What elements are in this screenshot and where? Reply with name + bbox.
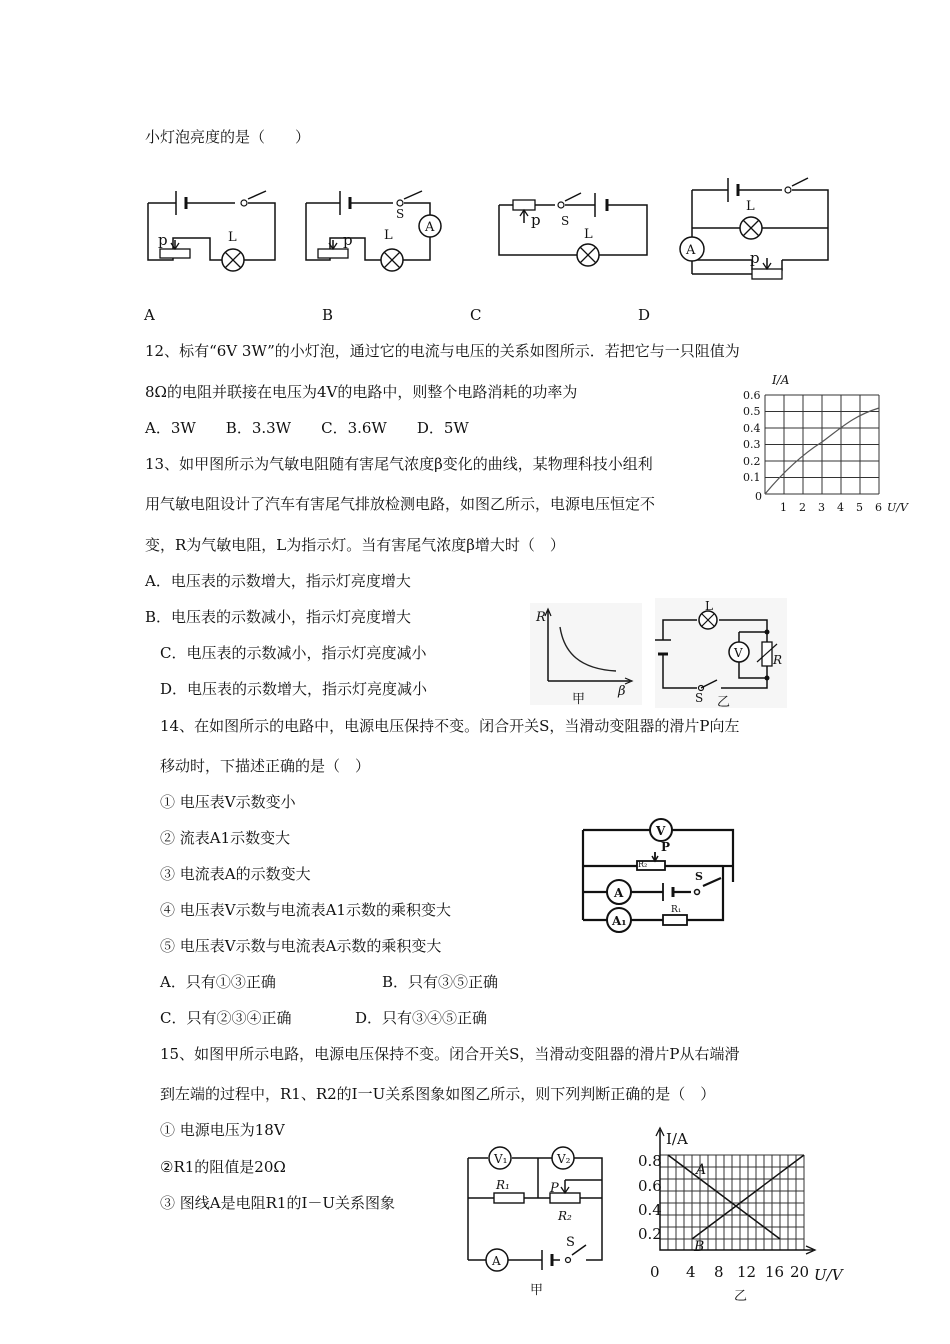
svg-text:L: L (228, 230, 237, 245)
svg-text:0.2: 0.2 (638, 1225, 662, 1243)
q11-stem-tail: 小灯泡亮度的是（ ） (145, 128, 311, 146)
svg-text:0.6: 0.6 (638, 1177, 662, 1195)
q12-options: A．3W B．3.3W C．3.6W D．5W (145, 419, 469, 437)
svg-text:R₁: R₁ (671, 905, 682, 915)
q13-line1: 13、如甲图所示为气敏电阻随有害尾气浓度β变化的曲线，某物理科技小组利 (145, 455, 653, 473)
svg-text:A₁: A₁ (612, 914, 627, 928)
svg-text:B: B (694, 1239, 705, 1255)
svg-text:8: 8 (714, 1263, 724, 1281)
q14-figure (575, 820, 745, 930)
q15-item1: ① 电源电压为18V (160, 1121, 285, 1139)
svg-text:甲: 甲 (530, 1283, 544, 1298)
svg-text:P: P (550, 1181, 559, 1196)
svg-text:L: L (705, 599, 713, 613)
svg-text:A: A (686, 243, 696, 258)
q14-item3: ③ 电流表A的示数变大 (160, 865, 311, 883)
svg-text:20: 20 (790, 1263, 810, 1281)
svg-text:0.5: 0.5 (743, 405, 761, 418)
svg-text:p: p (158, 231, 168, 249)
svg-text:I/A: I/A (666, 1130, 688, 1148)
q14-option-a: A．只有①③正确 (160, 973, 276, 991)
q11-label-b: B (322, 306, 334, 324)
q11-label-a: A (144, 306, 155, 324)
q13-option-b: B．电压表的示数减小，指示灯亮度增大 (145, 608, 412, 626)
q13-option-c: C．电压表的示数减小，指示灯亮度减小 (160, 644, 427, 662)
svg-text:R: R (773, 653, 783, 667)
svg-text:β: β (618, 684, 626, 699)
svg-text:V: V (734, 646, 743, 660)
svg-text:0.1: 0.1 (743, 471, 761, 484)
svg-text:I/A: I/A (772, 373, 790, 387)
svg-text:0.6: 0.6 (743, 389, 761, 402)
svg-text:P: P (661, 840, 671, 854)
svg-text:6: 6 (875, 501, 882, 514)
svg-text:16: 16 (765, 1263, 785, 1281)
q13-line3: 变，R为气敏电阻，L为指示灯。当有害尾气浓度β增大时（ ） (145, 536, 565, 554)
svg-text:0.2: 0.2 (743, 455, 761, 468)
svg-text:R₂: R₂ (558, 1209, 572, 1223)
svg-text:p: p (531, 211, 541, 229)
svg-text:p: p (343, 231, 353, 249)
svg-text:L: L (584, 227, 593, 242)
q15-line2: 到左端的过程中，R1、R2的I一U关系图象如图乙所示，则下列判断正确的是（ ） (160, 1085, 716, 1103)
q11-circuit-c (495, 175, 655, 270)
svg-text:12: 12 (737, 1263, 757, 1281)
q15-line1: 15、如图甲所示电路，电源电压保持不变。闭合开关S，当滑动变阻器的滑片P从右端滑 (160, 1045, 740, 1063)
svg-text:甲: 甲 (572, 692, 586, 707)
q14-line1: 14、在如图所示的电路中，电源电压保持不变。闭合开关S，当滑动变阻器的滑片P向左 (160, 717, 740, 735)
svg-text:p: p (750, 249, 760, 267)
q15-figure-yi (638, 1125, 853, 1305)
svg-text:4: 4 (837, 501, 844, 514)
svg-text:0.4: 0.4 (743, 422, 761, 435)
svg-text:U/V: U/V (814, 1266, 843, 1284)
svg-text:V₁: V₁ (494, 1152, 508, 1166)
svg-text:4: 4 (686, 1263, 696, 1281)
svg-text:0.4: 0.4 (638, 1201, 662, 1219)
q15-item2: ②R1的阻值是20Ω (160, 1158, 286, 1176)
svg-text:2: 2 (799, 501, 806, 514)
svg-text:S: S (566, 1235, 575, 1250)
svg-text:乙: 乙 (717, 695, 731, 710)
q13-line2: 用气敏电阻设计了汽车有害尾气排放检测电路，如图乙所示，电源电压恒定不 (145, 495, 656, 513)
q13-figure-jia (530, 603, 645, 708)
svg-text:S: S (396, 207, 405, 221)
svg-text:A: A (492, 1254, 501, 1268)
q14-item2: ② 流表A1示数变大 (160, 829, 291, 847)
svg-text:R₁: R₁ (496, 1178, 510, 1192)
q15-figure-jia (460, 1140, 610, 1300)
q14-option-d: D．只有③④⑤正确 (355, 1009, 488, 1027)
svg-text:A: A (696, 1162, 707, 1178)
q11-circuit-d (670, 170, 835, 285)
svg-text:3: 3 (818, 501, 825, 514)
svg-text:R₂: R₂ (638, 860, 648, 869)
q14-option-c: C．只有②③④正确 (160, 1009, 292, 1027)
svg-text:V₂: V₂ (557, 1152, 571, 1166)
svg-text:5: 5 (856, 501, 863, 514)
q12-line1: 12、标有“6V 3W”的小灯泡，通过它的电流与电压的关系如图所示．若把它与一只阻值为 (145, 342, 740, 360)
svg-text:L: L (746, 199, 755, 214)
svg-text:S: S (695, 870, 703, 883)
q14-item5: ⑤ 电压表V示数与电流表A示数的乘积变大 (160, 937, 442, 955)
svg-text:0.8: 0.8 (638, 1152, 662, 1170)
q11-circuit-a (140, 175, 285, 270)
svg-text:A: A (614, 886, 624, 900)
svg-text:S: S (695, 691, 704, 705)
q14-item1: ① 电压表V示数变小 (160, 793, 296, 811)
q14-line2: 移动时，下描述正确的是（ ） (160, 757, 371, 775)
svg-text:0: 0 (755, 490, 762, 503)
svg-text:R: R (536, 610, 546, 625)
svg-text:1: 1 (780, 501, 787, 514)
q11-circuit-b (300, 175, 450, 270)
svg-text:V: V (656, 824, 666, 838)
svg-text:0: 0 (650, 1263, 660, 1281)
q14-item4: ④ 电压表V示数与电流表A1示数的乘积变大 (160, 901, 451, 919)
svg-text:0.3: 0.3 (743, 438, 761, 451)
q13-figure-yi (655, 598, 790, 710)
q11-label-d: D (638, 306, 651, 324)
svg-text:L: L (384, 228, 393, 243)
q13-option-a: A．电压表的示数增大，指示灯亮度增大 (145, 572, 411, 590)
svg-text:U/V: U/V (887, 501, 908, 514)
q11-label-c: C (470, 306, 482, 324)
q12-line2: 8Ω的电阻并联接在电压为4V的电路中，则整个电路消耗的功率为 (145, 383, 578, 401)
q12-graph (735, 370, 915, 520)
q13-option-d: D．电压表的示数增大，指示灯亮度减小 (160, 680, 428, 698)
q15-item3: ③ 图线A是电阻R1的I－U关系图象 (160, 1194, 396, 1212)
q14-option-b: B．只有③⑤正确 (382, 973, 499, 991)
svg-text:乙: 乙 (734, 1289, 748, 1304)
svg-text:A: A (425, 220, 435, 235)
svg-text:S: S (561, 214, 570, 228)
